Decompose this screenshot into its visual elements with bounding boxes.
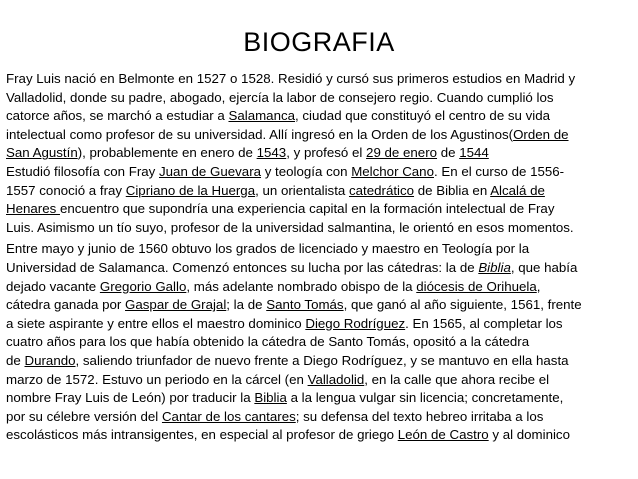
text-run: Estudió filosofía con Fray bbox=[6, 163, 159, 179]
hyperlink[interactable]: Biblia bbox=[478, 259, 511, 275]
text-run: por su célebre versión del bbox=[6, 408, 162, 424]
text-run: y teología con bbox=[261, 163, 352, 179]
hyperlink[interactable]: diócesis de Orihuela bbox=[416, 278, 537, 294]
text-run: ; su defensa del texto hebreo irritaba a los bbox=[295, 408, 544, 424]
hyperlink[interactable]: Juan de Guevara bbox=[159, 163, 262, 179]
text-run: , más adelante nombrado obispo de la bbox=[186, 278, 417, 294]
text-run: a siete aspirante y entre ellos el maestro dominico bbox=[6, 315, 306, 331]
text-line bbox=[6, 163, 632, 182]
text-line bbox=[6, 144, 632, 163]
text-run: encuentro que supondría una experiencia capital en la formación intelectual de Fray bbox=[59, 201, 555, 217]
paragraph bbox=[6, 240, 632, 445]
text-run: y al dominico bbox=[488, 427, 570, 443]
text-run: , un orientalista bbox=[255, 182, 349, 198]
hyperlink[interactable]: Cantar de los cantares bbox=[161, 408, 296, 424]
hyperlink[interactable]: Henares bbox=[6, 201, 60, 217]
text-run: , saliendo triunfador de nuevo frente a Diego Rodríguez, y se mantuvo en ella hasta bbox=[75, 352, 569, 368]
hyperlink[interactable]: 29 de enero bbox=[366, 145, 438, 161]
text-line bbox=[6, 107, 632, 126]
text-line bbox=[6, 426, 632, 445]
text-run: a la lengua vulgar sin licencia; concretamente, bbox=[286, 390, 564, 406]
text-run: de bbox=[437, 145, 460, 161]
text-line bbox=[6, 315, 632, 334]
text-run: . En el curso de 1556- bbox=[433, 163, 565, 179]
text-run: , en la calle que ahora recibe el bbox=[364, 371, 550, 387]
hyperlink[interactable]: 1543 bbox=[256, 145, 287, 161]
hyperlink[interactable]: León de Castro bbox=[397, 427, 489, 443]
text-run: , ciudad que constituyó el centro de su vida bbox=[295, 108, 551, 124]
hyperlink[interactable]: Biblia bbox=[254, 390, 287, 406]
page-title: BIOGRAFIA bbox=[243, 27, 395, 57]
hyperlink[interactable]: Orden de bbox=[513, 126, 569, 142]
text-run: Fray Luis nació en Belmonte en 1527 o 1528. Residió y cursó sus primeros estudios en Madrid y bbox=[6, 71, 576, 86]
hyperlink[interactable]: San Agustín bbox=[6, 145, 78, 161]
text-run: dejado vacante bbox=[6, 278, 100, 294]
text-line bbox=[6, 408, 632, 427]
text-line bbox=[6, 296, 632, 315]
text-line bbox=[6, 126, 632, 145]
text-line bbox=[6, 70, 632, 89]
hyperlink[interactable]: Diego Rodríguez bbox=[305, 315, 406, 331]
biography-text bbox=[6, 70, 632, 445]
text-run: de bbox=[6, 352, 25, 368]
text-run: ; la de bbox=[226, 297, 267, 313]
text-line bbox=[6, 333, 632, 352]
text-run: , bbox=[536, 278, 541, 294]
hyperlink[interactable]: Valladolid bbox=[307, 371, 365, 387]
text-run: cátedra ganada por bbox=[6, 297, 126, 313]
text-run: de Biblia en bbox=[414, 182, 491, 198]
text-run: escolásticos más intransigentes, en especial al profesor de griego bbox=[6, 427, 398, 443]
text-line bbox=[6, 352, 632, 371]
text-run: Luis. Asimismo un tío suyo, profesor de la universidad salmantina, le orientó en esos momentos. bbox=[6, 219, 574, 235]
text-run: , y profesó el bbox=[286, 145, 367, 161]
text-line bbox=[6, 182, 632, 201]
hyperlink[interactable]: Santo Tomás bbox=[266, 297, 344, 313]
text-run: nombre Fray Luis de León) por traducir la bbox=[6, 390, 255, 406]
hyperlink[interactable]: Durando bbox=[24, 352, 76, 368]
text-run: marzo de 1572. Estuvo un periodo en la cárcel (en bbox=[6, 371, 308, 387]
text-run: Entre mayo y junio de 1560 obtuvo los grados de licenciado y maestro en Teología por la bbox=[6, 241, 530, 257]
text-run: Universidad de Salamanca. Comenzó entonces su lucha por las cátedras: la de bbox=[6, 259, 479, 275]
text-line bbox=[6, 200, 632, 219]
paragraph bbox=[6, 70, 632, 237]
text-line bbox=[6, 389, 632, 408]
text-run: , que ganó al año siguiente, 1561, frente bbox=[343, 297, 582, 313]
text-run: Valladolid, donde su padre, abogado, ejercía la labor de consejero regio. Cuando cumplió los bbox=[6, 89, 554, 105]
text-run: ), probablemente en enero de bbox=[77, 145, 257, 161]
text-run: catorce años, se marchó a estudiar a bbox=[6, 108, 229, 124]
text-line bbox=[6, 219, 632, 238]
text-line bbox=[6, 89, 632, 108]
text-run: intelectual como profesor de su universidad. Allí ingresó en la Orden de los Agustinos( bbox=[6, 126, 514, 142]
hyperlink[interactable]: Gregorio Gallo bbox=[99, 278, 187, 294]
text-run: , que había bbox=[510, 259, 578, 275]
hyperlink[interactable]: 1544 bbox=[459, 145, 489, 161]
hyperlink[interactable]: Salamanca bbox=[228, 108, 296, 124]
text-line bbox=[6, 259, 632, 278]
text-run: cuatro años para los que había obtenido la cátedra de Santo Tomás, opositó a la cátedra bbox=[6, 334, 530, 350]
hyperlink[interactable]: Alcalá de bbox=[490, 182, 545, 198]
text-run: 1557 conoció a fray bbox=[6, 182, 126, 198]
hyperlink[interactable]: Gaspar de Grajal bbox=[125, 297, 227, 313]
hyperlink[interactable]: Cipriano de la Huerga bbox=[125, 182, 256, 198]
text-line bbox=[6, 240, 632, 259]
text-line bbox=[6, 371, 632, 390]
hyperlink[interactable]: catedrático bbox=[348, 182, 415, 198]
text-line bbox=[6, 278, 632, 297]
hyperlink[interactable]: Melchor Cano bbox=[351, 163, 434, 179]
text-run: . En 1565, al completar los bbox=[405, 315, 563, 331]
